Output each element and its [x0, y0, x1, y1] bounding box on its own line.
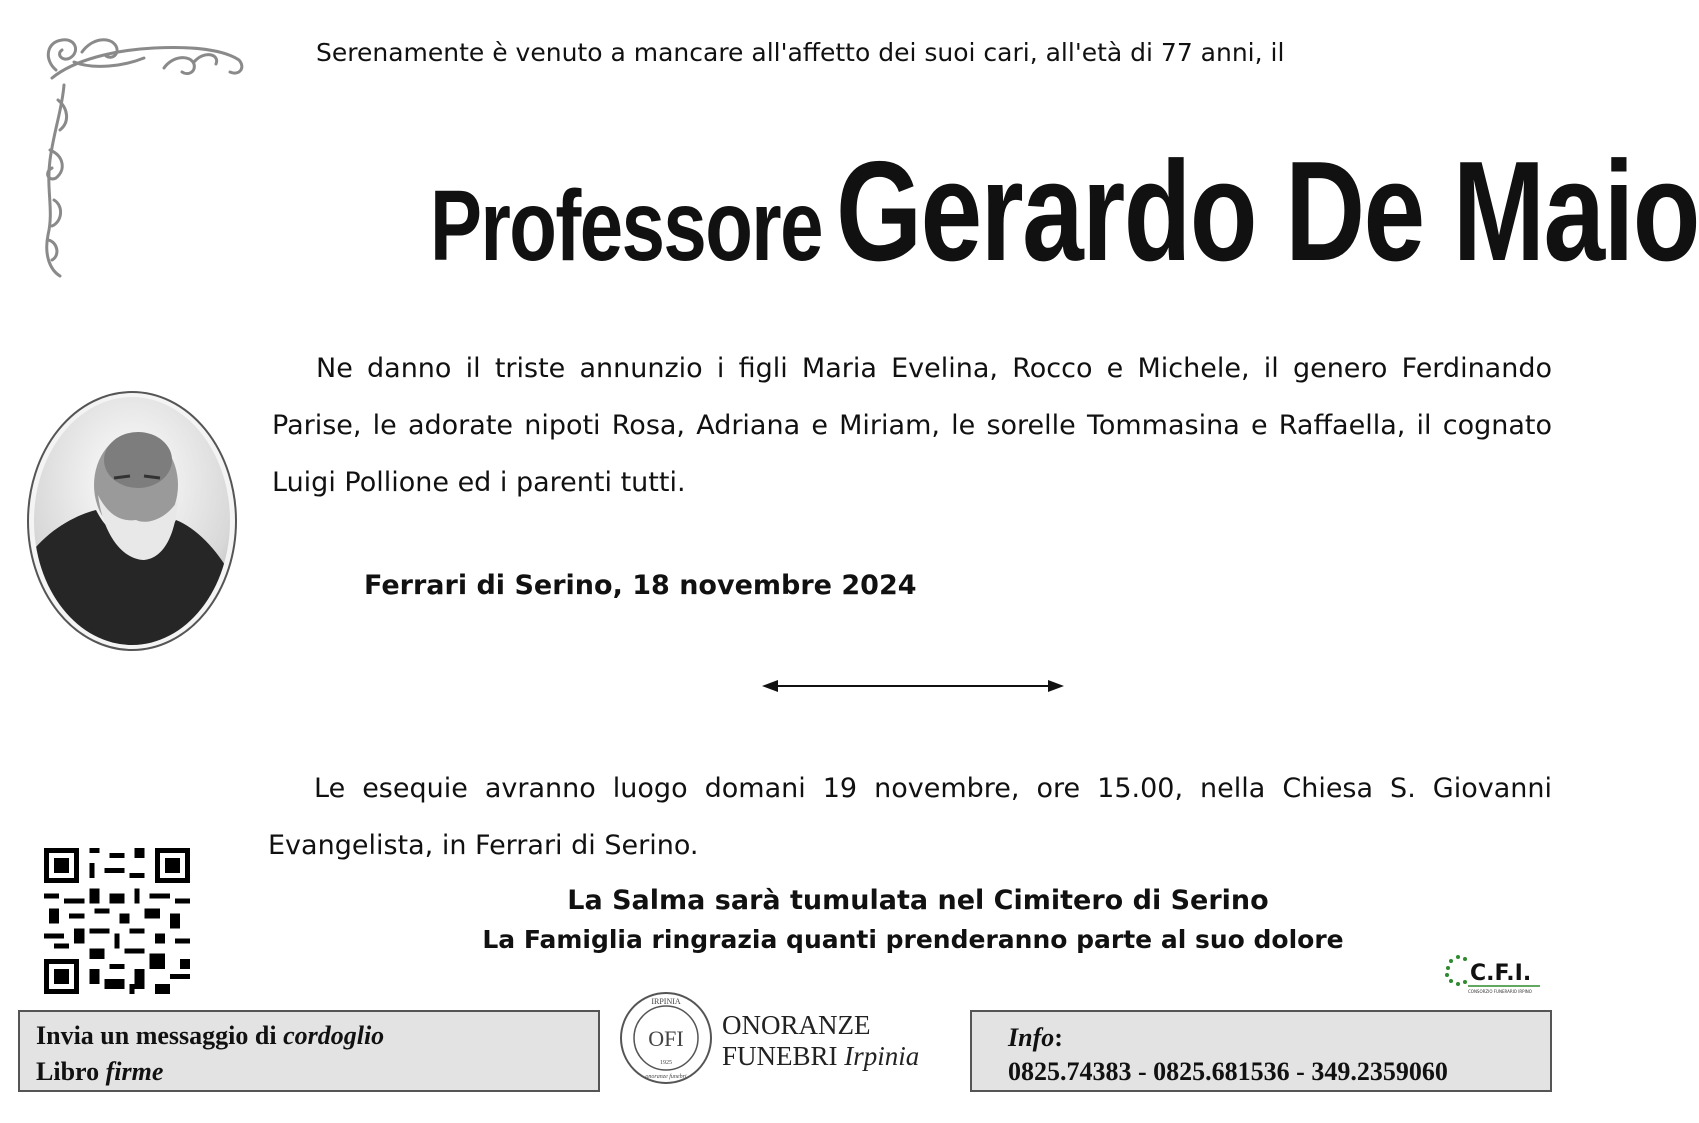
condolence-box[interactable] [18, 1010, 600, 1092]
seal-bottom-text: onoranze funebri [645, 1074, 687, 1080]
agency-line-2 [722, 1041, 919, 1072]
deceased-full-name: Gerardo De Maio [835, 132, 1699, 291]
seal-top-text: IRPINIA [651, 997, 681, 1006]
guestbook-link-emphasis: firme [105, 1057, 164, 1086]
agency-line-1: ONORANZE [722, 1010, 871, 1040]
phone-numbers[interactable]: 0825.74383 - 0825.681536 - 349.2359060 [1008, 1057, 1448, 1086]
guestbook-link-prefix: Libro [36, 1057, 106, 1086]
announcement-paragraph: Ne danno il triste annunzio i figli Maria Evelina, Rocco e Michele, il genero Ferdinando Parise, le adorate nipoti Rosa, Adriana e Miriam, le sorelle Tommasina e Raffaella, il cognato Luigi Pollione ed i parenti tutti. [272, 353, 1552, 498]
portrait-photo [26, 390, 238, 652]
seal-year: 1925 [660, 1060, 672, 1066]
corner-ornament-icon [34, 30, 249, 285]
honorific-title: Professore [430, 170, 822, 282]
funeral-paragraph: Le esequie avranno luogo domani 19 novembre, ore 15.00, nella Chiesa S. Giovanni Evangelista, in Ferrari di Serino. [268, 773, 1552, 861]
info-label-line [1008, 1021, 1550, 1055]
cfi-logo-icon [1442, 950, 1542, 995]
qr-code-icon[interactable] [44, 848, 190, 994]
guestbook-link[interactable] [36, 1054, 598, 1090]
info-box [970, 1010, 1552, 1092]
info-colon: : [1054, 1023, 1063, 1052]
agency-line-2-prefix: FUNEBRI [722, 1041, 845, 1071]
double-arrow-divider-icon [760, 676, 1066, 696]
deceased-name [430, 130, 1699, 294]
thanks-note: La Famiglia ringrazia quanti prenderanno parte al suo dolore [482, 925, 1344, 954]
condolence-link-prefix: Invia un messaggio di [36, 1021, 284, 1050]
place-and-date: Ferrari di Serino, 18 novembre 2024 [364, 570, 917, 601]
cfi-logo-text: C.F.I. [1470, 961, 1532, 986]
condolence-link[interactable] [36, 1018, 598, 1054]
info-label: Info [1008, 1023, 1055, 1052]
seal-monogram: OFI [648, 1026, 684, 1051]
burial-note: La Salma sarà tumulata nel Cimitero di Serino [567, 885, 1269, 916]
cfi-logo-subtext: CONSORZIO FUNERARIO IRPINO [1468, 989, 1532, 994]
agency-name [722, 1010, 919, 1072]
agency-seal-icon [618, 990, 714, 1086]
agency-line-2-emphasis: Irpinia [844, 1041, 920, 1071]
intro-text: Serenamente è venuto a mancare all'affetto dei suoi cari, all'età di 77 anni, il [316, 38, 1285, 67]
condolence-link-emphasis: cordoglio [283, 1021, 385, 1050]
